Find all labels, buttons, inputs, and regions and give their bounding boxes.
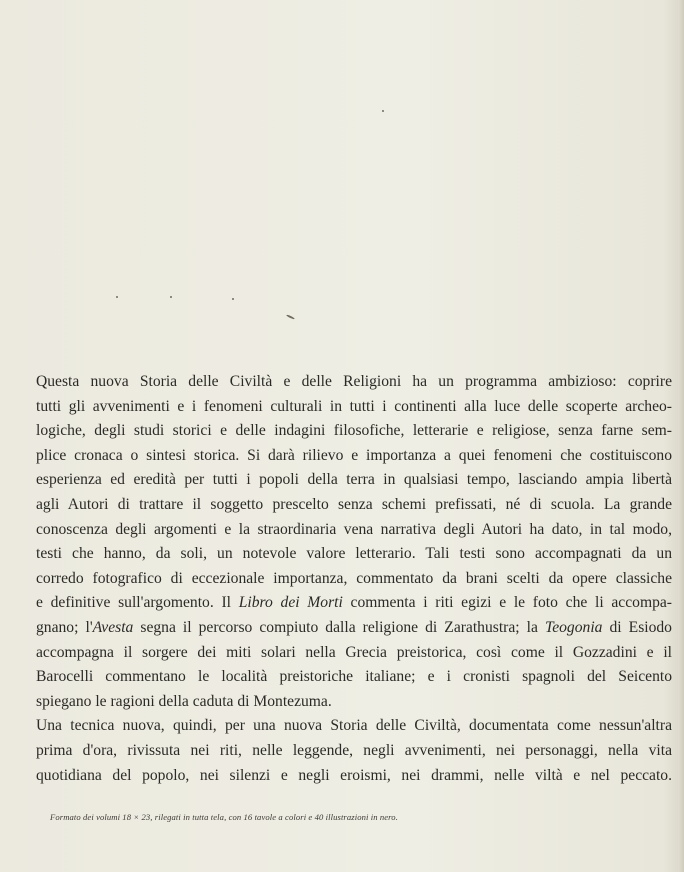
- text-segment: conoscenza degli argomenti e la straordinaria vena narrativa degli Autori ha dato, in tal modo,: [36, 520, 672, 538]
- text-segment: quotidiana del popolo, nei silenzi e negli eroismi, nei drammi, nelle viltà e nel peccato.: [36, 766, 672, 784]
- text-line: [36, 739, 672, 764]
- text-segment: corredo fotografico di eccezionale importanza, commentato da brani scelti da opere classiche: [36, 569, 672, 587]
- text-segment: segna il percorso compiuto dalla religione di Zarathustra; la: [133, 618, 545, 636]
- italic-title: Teogonia: [544, 618, 603, 636]
- text-segment: Questa nuova Storia delle Civiltà e delle Religioni ha un programma ambizioso: coprire: [36, 373, 672, 390]
- text-line: [36, 591, 672, 616]
- text-segment: Barocelli commentano le località preistoriche italiane; e i cronisti spagnoli del Seicento: [36, 668, 672, 686]
- text-segment: gnano; l': [36, 618, 93, 636]
- text-line: [36, 714, 672, 739]
- text-segment: plice cronaca o sintesi storica. Si darà rilievo e importanza a quei fenomeni che costituiscono: [36, 446, 672, 464]
- text-segment: spiegano le ragioni della caduta di Montezuma.: [36, 692, 332, 710]
- description-text: [36, 370, 672, 788]
- text-segment: di Esiodo: [602, 618, 672, 636]
- text-segment: agli Autori di trattare il soggetto prescelto senza schemi prefissati, né di scuola. La grande: [36, 495, 672, 513]
- text-line: [36, 493, 672, 518]
- cover-edge: [678, 0, 684, 872]
- format-footnote: Formato dei volumi 18 × 23, rilegati in tutta tela, con 16 tavole a colori e 40 illustrazioni in nero.: [50, 812, 398, 822]
- text-segment: testi che hanno, da soli, un notevole valore letterario. Tali testi sono accompagnati da un: [36, 545, 672, 563]
- text-line: [36, 542, 672, 567]
- text-segment: commenta i riti egizi e le foto che li accompa-: [342, 594, 672, 612]
- text-line: [36, 641, 672, 666]
- text-line: [36, 665, 672, 690]
- paper-speck: [170, 296, 172, 298]
- text-segment: Una tecnica nuova, quindi, per una nuova Storia delle Civiltà, documentata come nessun'altra: [36, 717, 672, 735]
- text-segment: prima d'ora, rivissuta nei riti, nelle leggende, negli avvenimenti, nei personaggi, nella vita: [36, 741, 672, 759]
- text-line: [36, 419, 672, 444]
- text-line: [36, 395, 672, 420]
- text-line: [36, 518, 672, 543]
- paper-speck: [382, 110, 384, 112]
- paper-speck: [232, 298, 234, 300]
- text-line: [36, 468, 672, 493]
- text-segment: accompagna il sorgere dei miti solari nella Grecia preistorica, così come il Gozzadini e il: [36, 643, 672, 661]
- text-line: [36, 690, 672, 715]
- text-segment: logiche, degli studi storici e delle indagini filosofiche, letterarie e religiose, senza farne sem-: [36, 422, 672, 440]
- italic-title: Avesta: [92, 618, 134, 636]
- text-line: [36, 444, 672, 469]
- text-segment: e definitive sull'argomento. Il: [36, 594, 239, 612]
- text-segment: tutti gli avvenimenti e i fenomeni culturali in tutti i continenti alla luce delle scoperte archeo-: [36, 397, 672, 415]
- text-line: [36, 370, 672, 395]
- text-line: [36, 764, 672, 789]
- paper-speck: [116, 296, 118, 298]
- text-segment: esperienza ed eredità per tutti i popoli della terra in qualsiasi tempo, lasciando ampia libertà: [36, 471, 672, 489]
- text-line: [36, 616, 672, 641]
- text-line: [36, 567, 672, 592]
- italic-title: Libro dei Morti: [238, 594, 343, 612]
